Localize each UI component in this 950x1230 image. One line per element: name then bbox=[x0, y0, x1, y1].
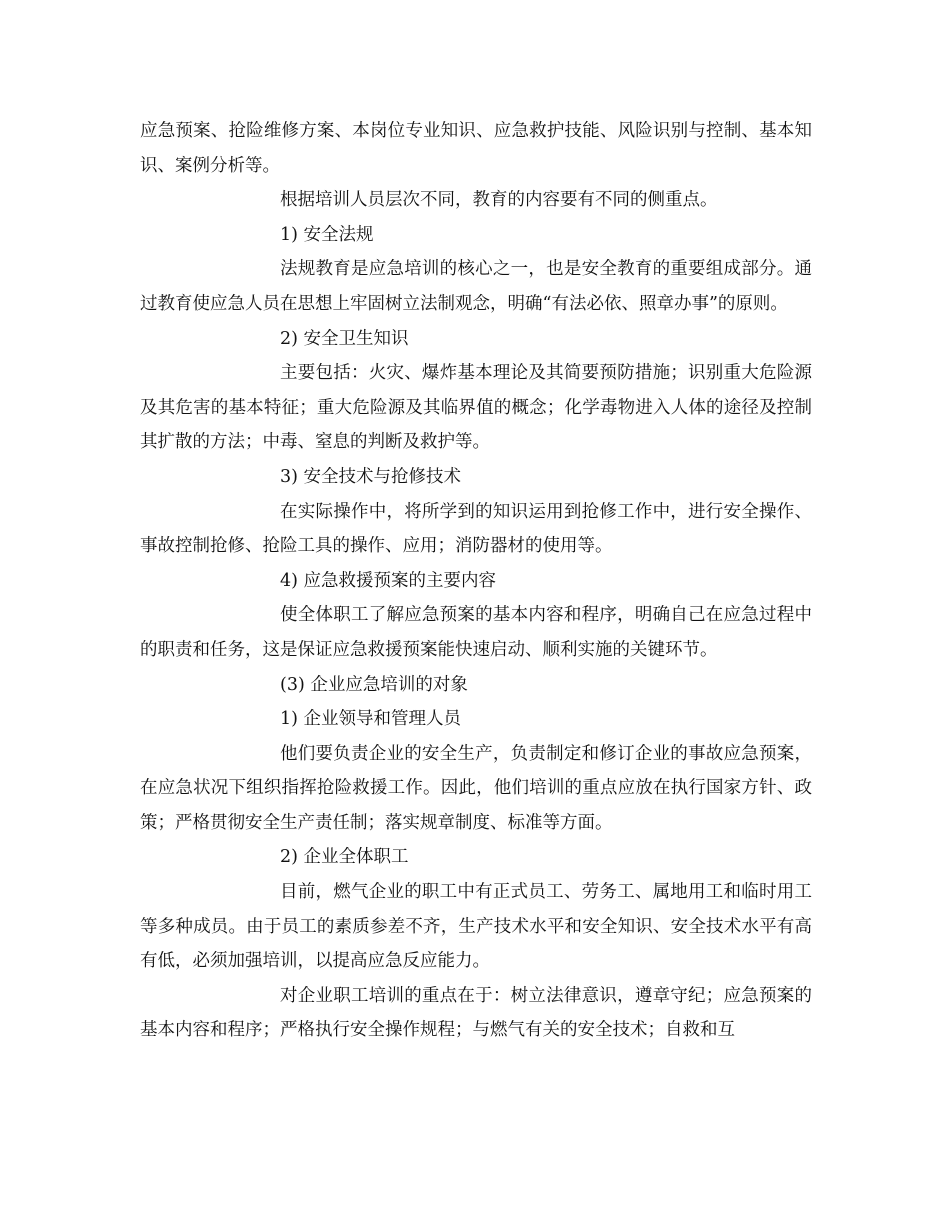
section-heading: 2) 安全卫生知识 bbox=[280, 328, 409, 349]
section-heading: 4) 应急救援预案的主要内容 bbox=[280, 570, 497, 591]
paragraph: 主要包括：火灾、爆炸基本理论及其简要预防措施；识别重大危险源及其危害的基本特征；重大危险源及其临界值的概念；化学毒物进入人体的途径及控制其扩散的方法；中毒、窒息的判断及救护等。 bbox=[140, 363, 812, 453]
paragraph: 应急预案、抢险维修方案、本岗位专业知识、应急救护技能、风险识别与控制、基本知识、案例分析等。 bbox=[140, 121, 812, 176]
section-heading: (3) 企业应急培训的对象 bbox=[280, 674, 468, 695]
paragraph: 目前，燃气企业的职工中有正式员工、劳务工、属地用工和临时用工等多种成员。由于员工的素质参差不齐，生产技术水平和安全知识、安全技术水平有高有低，必须加强培训，以提高应急反应能力。 bbox=[140, 882, 812, 972]
paragraph: 法规教育是应急培训的核心之一，也是安全教育的重要组成部分。通过教育使应急人员在思想上牢固树立法制观念，明确“有法必依、照章办事”的原则。 bbox=[140, 259, 812, 314]
paragraph: 在实际操作中，将所学到的知识运用到抢修工作中，进行安全操作、事故控制抢修、抢险工具的操作、应用；消防器材的使用等。 bbox=[140, 501, 812, 557]
section-heading: 1) 安全法规 bbox=[280, 224, 374, 245]
body-text bbox=[140, 114, 812, 1048]
section-heading: 2) 企业全体职工 bbox=[280, 847, 409, 868]
section-heading: 1) 企业领导和管理人员 bbox=[280, 709, 462, 730]
paragraph: 他们要负责企业的安全生产，负责制定和修订企业的事故应急预案，在应急状况下组织指挥抢险救援工作。因此，他们培训的重点应放在执行国家方针、政策；严格贯彻安全生产责任制；落实规章制度、标准等方面。 bbox=[140, 743, 812, 833]
paragraph: 使全体职工了解应急预案的基本内容和程序，明确自己在应急过程中的职责和任务，这是保证应急救援预案能快速启动、顺利实施的关键环节。 bbox=[140, 605, 812, 660]
paragraph: 根据培训人员层次不同，教育的内容要有不同的侧重点。 bbox=[280, 190, 718, 211]
paragraph: 对企业职工培训的重点在于：树立法律意识，遵章守纪；应急预案的基本内容和程序；严格执行安全操作规程；与燃气有关的安全技术；自救和互 bbox=[140, 985, 812, 1041]
section-heading: 3) 安全技术与抢修技术 bbox=[280, 466, 462, 487]
